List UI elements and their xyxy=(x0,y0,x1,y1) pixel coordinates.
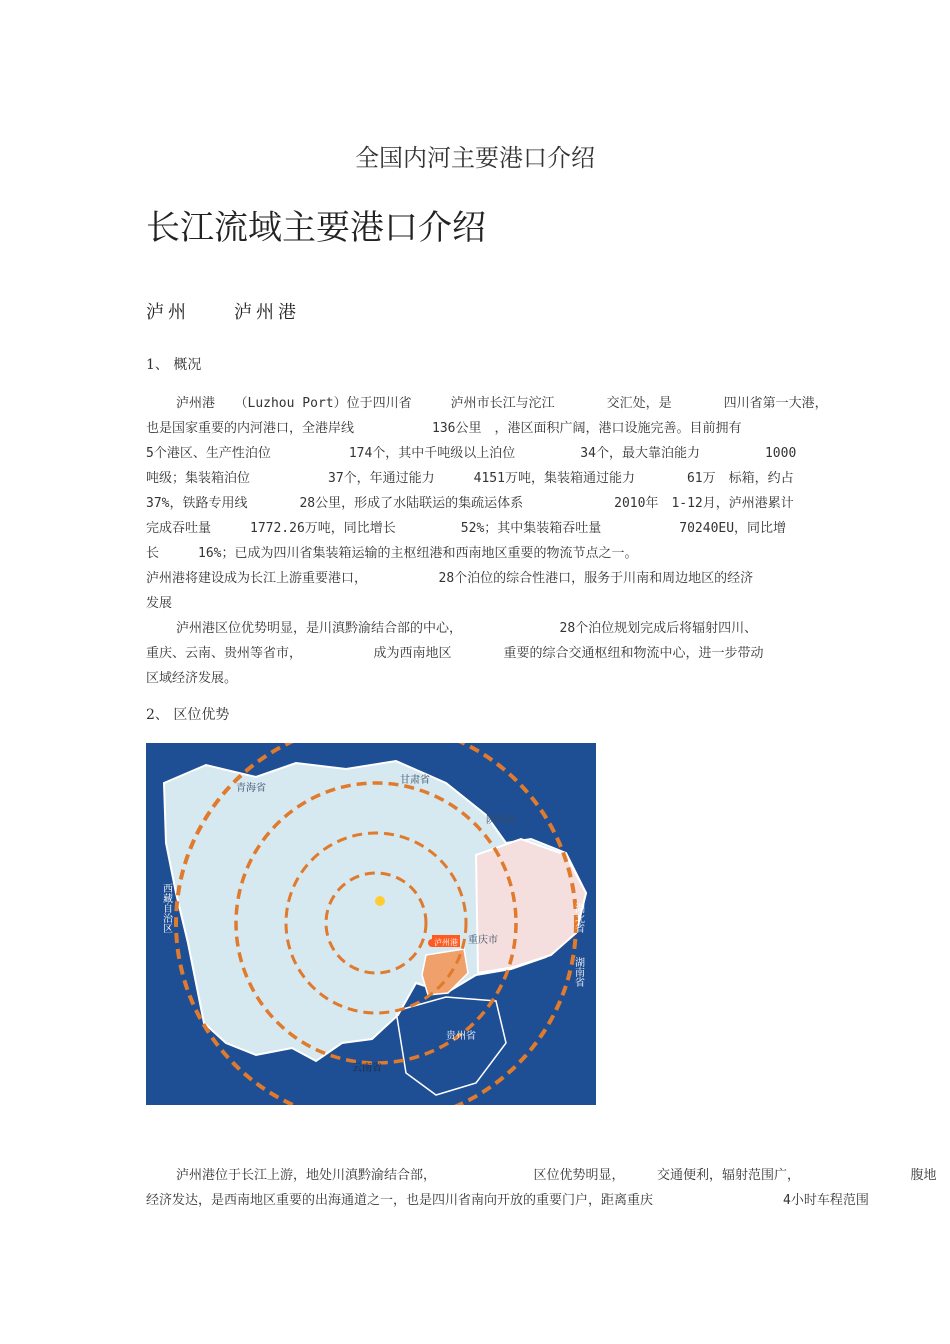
body-line: 泸州港将建设成为长江上游重要港口， 28个泊位的综合性港口，服务于川南和周边地区的经济 xyxy=(146,571,754,586)
body-line: 也是国家重要的内河港口，全港岸线 136公里 ，港区面积广阔，港口设施完善。目前拥有 xyxy=(146,421,742,436)
body-line: 发展 xyxy=(146,596,173,611)
map-label-gansu: 甘肃省 xyxy=(400,775,430,786)
body-line: 重庆、云南、贵州等省市， 成为西南地区 重要的综合交通枢纽和物流中心，进一步带动 xyxy=(146,646,764,661)
section-title-location: 2、 区位优势 xyxy=(146,707,230,723)
map-label-guizhou: 贵州省 xyxy=(446,1031,476,1042)
map-label-yunnan: 云南省 xyxy=(352,1063,382,1074)
port-heading: 泸州 泸州港 xyxy=(146,302,300,323)
map-label-hunan: 湖南省 xyxy=(572,957,584,987)
location-map xyxy=(146,743,596,1105)
body-line: 泸州港区位优势明显，是川滇黔渝结合部的中心， 28个泊位规划完成后将辐射四川、 xyxy=(176,621,758,636)
body-line: 5个港区、生产性泊位 174个，其中千吨级以上泊位 34个，最大靠泊能力 1000 xyxy=(146,446,797,461)
section-title-overview: 1、 概况 xyxy=(146,357,202,373)
body-line: 吨级；集装箱泊位 37个，年通过能力 4151万吨，集装箱通过能力 61万 标箱，约占 xyxy=(146,471,794,486)
city-marker-chengdu xyxy=(375,896,385,906)
page-heading: 长江流域主要港口介绍 xyxy=(146,208,486,248)
map-label-luzhou: 泸州港 xyxy=(434,938,458,947)
map-label-shaanxi: 陕西省 xyxy=(486,815,516,826)
body-line: 区域经济发展。 xyxy=(146,671,238,686)
map-label-xizang: 西藏自治区 xyxy=(160,883,172,933)
map-label-qinghai: 青海省 xyxy=(236,783,266,794)
map-label-chongqing: 重庆市 xyxy=(468,935,498,946)
closing-line: 泸州港位于长江上游，地处川滇黔渝结合部， 区位优势明显， 交通便利，辐射范围广， 腹地 xyxy=(176,1168,937,1183)
body-line: 长 16%；已成为四川省集装箱运输的主枢纽港和西南地区重要的物流节点之一。 xyxy=(146,546,638,561)
document-title: 全国内河主要港口介绍 xyxy=(355,144,595,172)
closing-line: 经济发达，是西南地区重要的出海通道之一，也是四川省南向开放的重要门户，距离重庆 4小时车程范围 xyxy=(146,1193,869,1208)
body-line: 完成吞吐量 1772.26万吨，同比增长 52%；其中集装箱吞吐量 70240EU，同比增 xyxy=(146,521,787,536)
map-label-hubei: 湖北省 xyxy=(572,903,584,933)
body-line: 37%，铁路专用线 28公里，形成了水陆联运的集疏运体系 2010年 1-12月，泸州港累计 xyxy=(146,496,794,511)
body-line: 泸州港 （Luzhou Port）位于四川省 泸州市长江与沱江 交汇处，是 四川省第一大港， xyxy=(176,396,828,411)
